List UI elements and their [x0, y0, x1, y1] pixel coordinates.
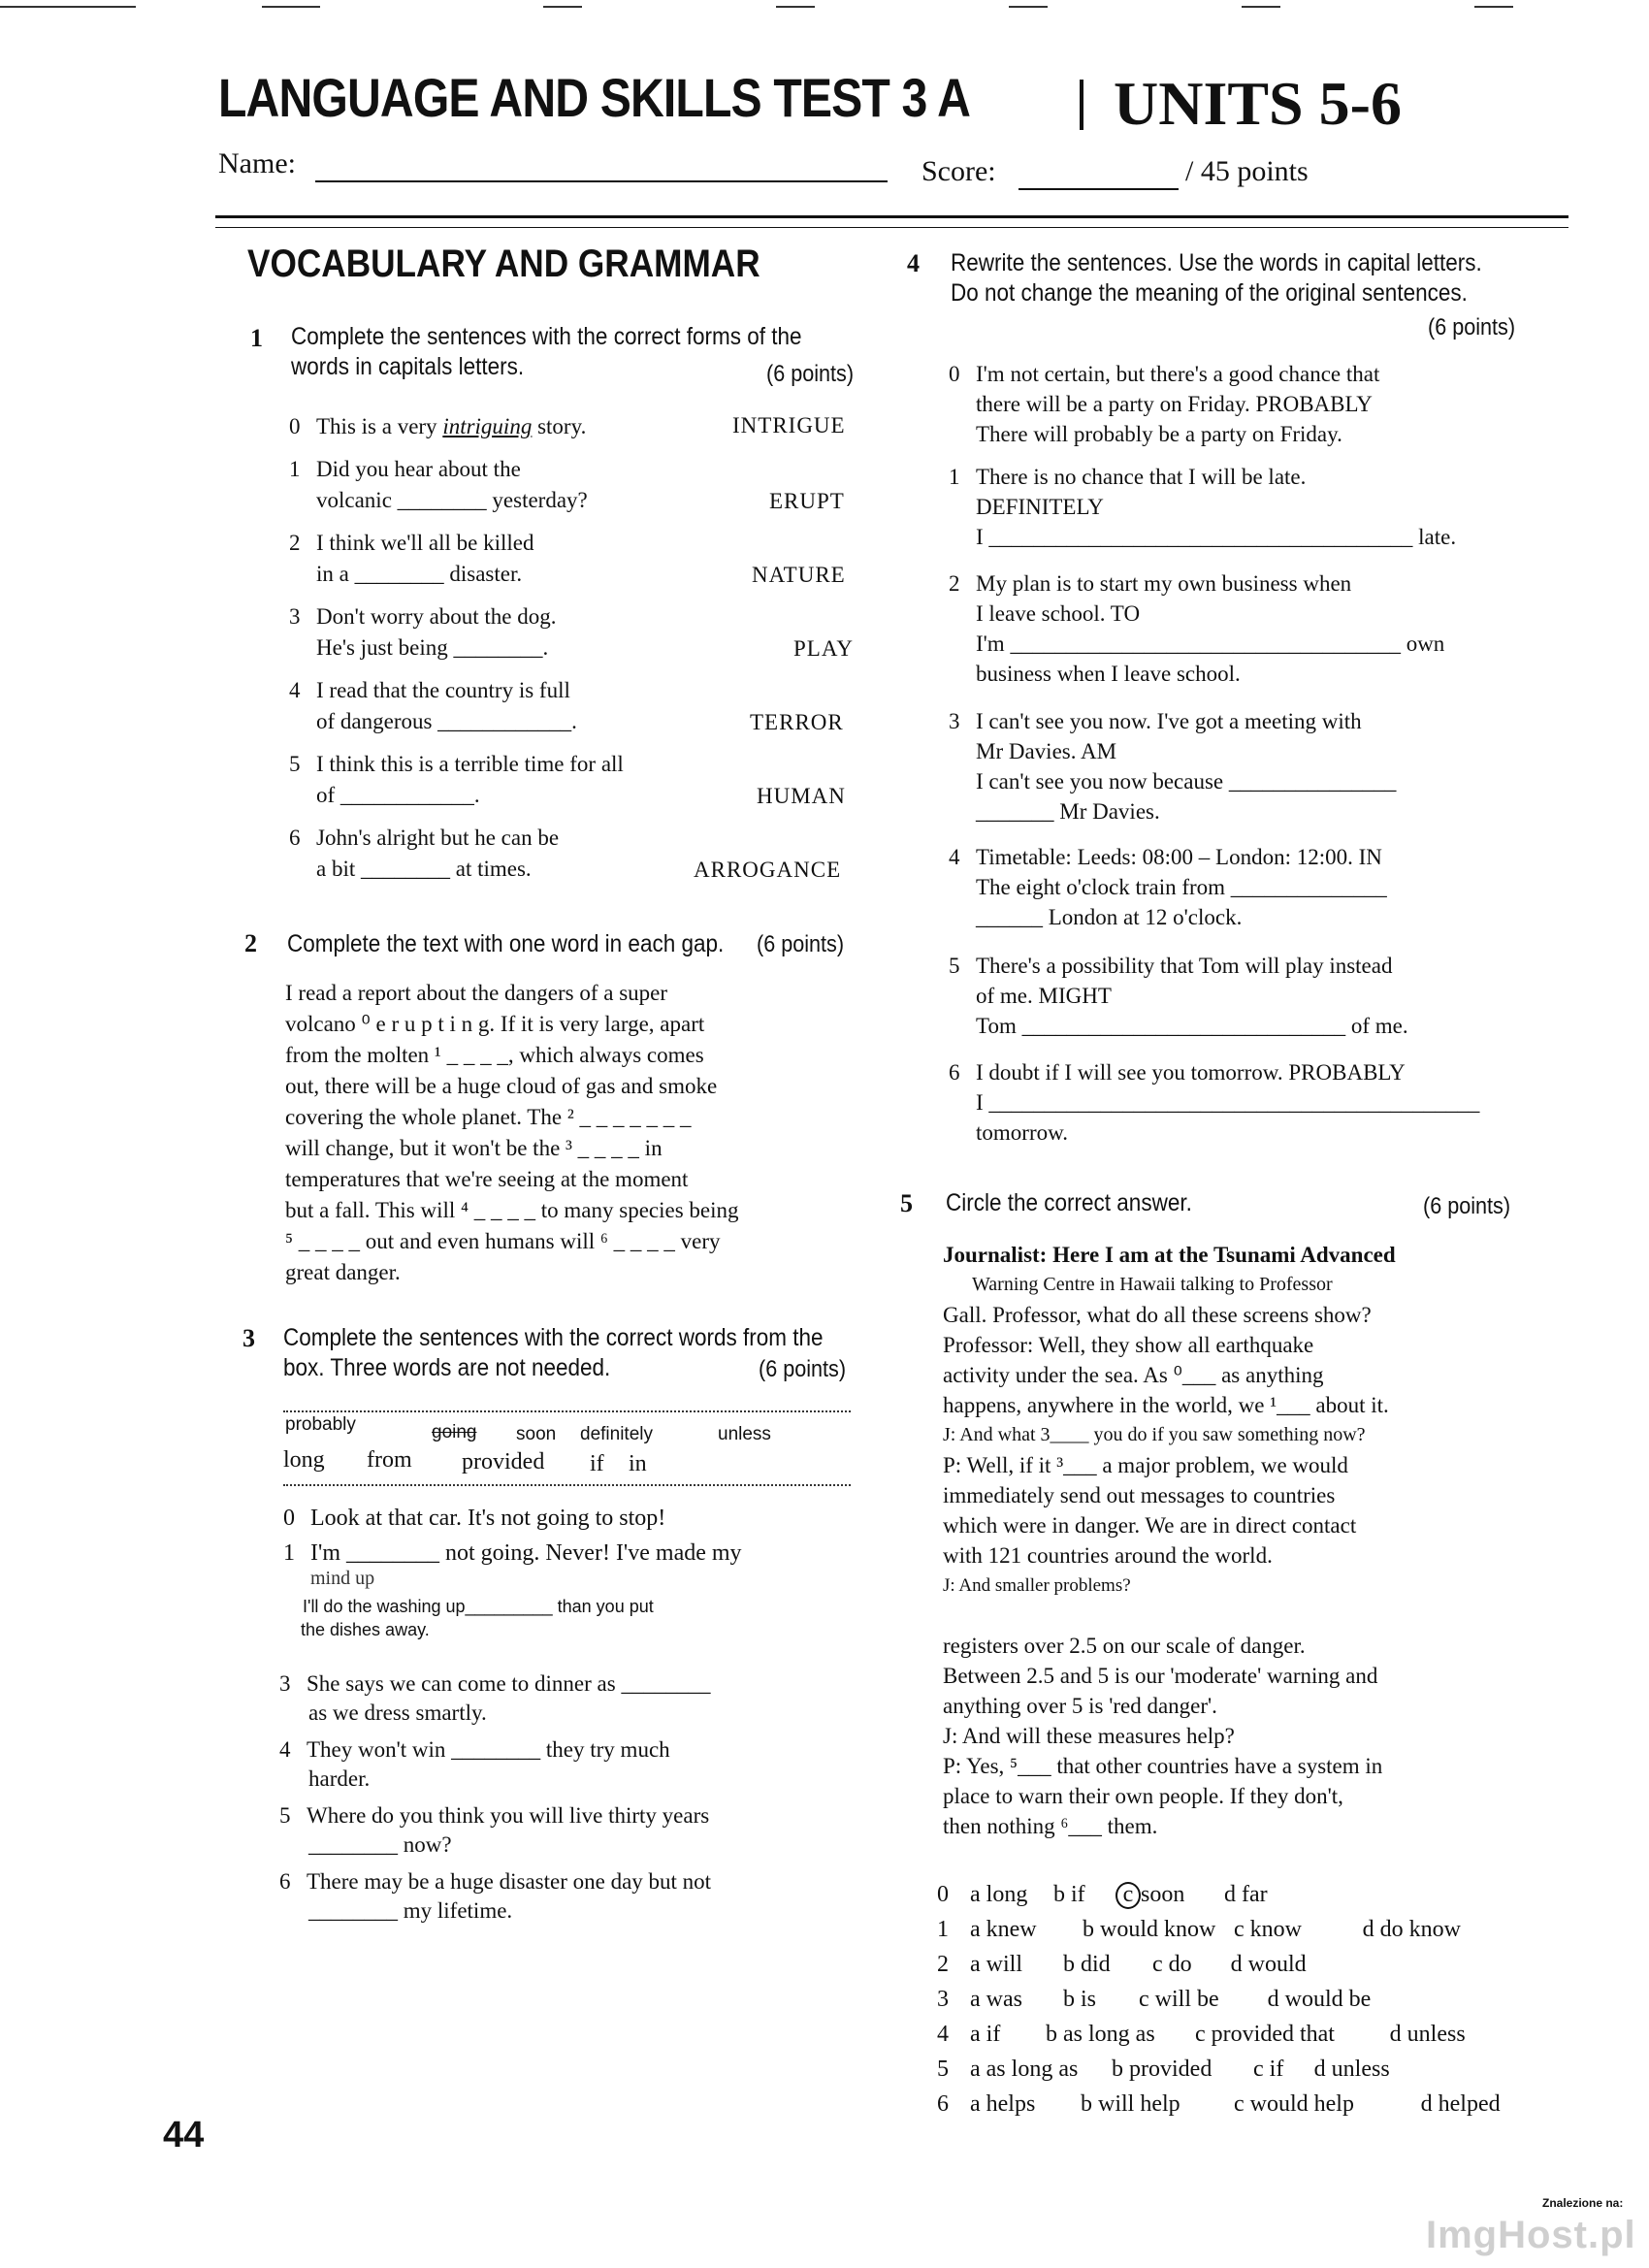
circled-answer[interactable]: c [1116, 1882, 1141, 1909]
q4-item-4[interactable]: 4 Timetable: Leeds: 08:00 – London: 12:00. IN The eight o'clock train from ______________ ______ London at 12 o'clock. [949, 845, 1387, 929]
option-row[interactable]: 6 a helps b will help c would help d helped [937, 2091, 1501, 2117]
option-row[interactable]: 1 a knew b would know c know d do know [937, 1917, 1461, 1942]
title-separator [1080, 80, 1083, 130]
question-instruction: Complete the sentences with the correct words from the box. Three words are not needed. [283, 1324, 824, 1381]
question-instruction: Complete the text with one word in each gap. [287, 930, 725, 957]
q4-item-3[interactable]: 3 I can't see you now. I've got a meeting with Mr Davies. AM I can't see you now because _______________ _______ Mr Davies. [949, 709, 1397, 824]
box-word: going [432, 1422, 477, 1442]
option-row[interactable]: 2 a will b did c do d would [937, 1952, 1307, 1977]
question-number: 4 [907, 249, 920, 277]
q1-capital-word: ERUPT [769, 489, 845, 513]
question-number: 2 [244, 929, 257, 957]
q1-item-2: 2 I think we'll all be killed [289, 531, 534, 555]
header-rule [215, 215, 1568, 218]
q3-item-4-line2: harder. [308, 1766, 371, 1791]
question-points: (6 points) [1423, 1193, 1511, 1219]
q3-item-4[interactable]: 4 They won't win ________ they try much [279, 1737, 670, 1762]
question-points: (6 points) [759, 1356, 847, 1382]
q4-item-6[interactable]: 6 I doubt if I will see you tomorrow. PROBABLY I ____________________________________________ tomorrow. [949, 1060, 1480, 1145]
question-number: 1 [250, 324, 263, 352]
box-word: probably [285, 1414, 356, 1435]
option-row[interactable]: 0 a long b if c soon d far [937, 1882, 1268, 1907]
q3-item-5-line2: ________ now? [308, 1832, 452, 1857]
question-number: 5 [900, 1189, 913, 1217]
score-total: / 45 points [1185, 155, 1309, 187]
scan-edge-mark [0, 6, 136, 8]
q1-item-5: 5 I think this is a terrible time for all [289, 752, 624, 776]
q1-item-1-line2[interactable]: volcanic ________ yesterday? [316, 488, 588, 512]
question-number: 3 [242, 1324, 255, 1352]
q1-item-3-line2[interactable]: He's just being ________. [316, 635, 549, 660]
test-title: LANGUAGE AND SKILLS TEST 3 A [218, 67, 971, 128]
q3-item-2-handwritten[interactable]: I'll do the washing up_________ than you put [303, 1597, 654, 1616]
q1-capital-word: NATURE [752, 563, 846, 587]
q1-capital-word: HUMAN [757, 784, 846, 808]
q4-item-0: 0 I'm not certain, but there's a good chance that there will be a party on Friday. PROBABLY There will probably be a party on Friday. [949, 362, 1380, 446]
q3-item-3-line2: as we dress smartly. [308, 1701, 487, 1725]
watermark-label: Znalezione na: [1542, 2196, 1624, 2210]
question-instruction: Circle the correct answer. [946, 1189, 1192, 1216]
box-word: long [283, 1447, 325, 1473]
q1-item-3: 3 Don't worry about the dog. [289, 604, 557, 629]
score-field[interactable] [1018, 188, 1179, 190]
box-word: unless [718, 1424, 771, 1444]
scan-edge-mark [776, 6, 815, 8]
watermark-logo: ImgHost.pl [1426, 2214, 1636, 2256]
score-label: Score: [922, 155, 996, 187]
page-number: 44 [163, 2115, 205, 2155]
section-title: VOCABULARY AND GRAMMAR [247, 243, 760, 285]
question-points: (6 points) [1428, 314, 1516, 340]
q1-item-4: 4 I read that the country is full [289, 678, 570, 702]
q1-item-1: 1 Did you hear about the [289, 457, 521, 481]
question-points: (6 points) [766, 361, 855, 387]
q1-capital-word: ARROGANCE [694, 858, 842, 882]
q4-item-2[interactable]: 2 My plan is to start my own business when I leave school. TO I'm ___________________________________ own business when I leave school. [949, 571, 1445, 686]
q3-item-1[interactable]: 1 I'm ________ not going. Never! I've made my [283, 1540, 742, 1566]
q1-item-4-line2[interactable]: of dangerous ____________. [316, 709, 577, 733]
q3-item-0: 0 Look at that car. It's not going to stop! [283, 1506, 666, 1531]
q1-capital-word: PLAY [793, 636, 854, 661]
q1-item-2-line2[interactable]: in a ________ disaster. [316, 562, 523, 586]
q4-item-1[interactable]: 1 There is no chance that I will be late. DEFINITELY I ______________________________________ late. [949, 465, 1457, 549]
box-word: in [629, 1451, 647, 1476]
q3-item-2-handwritten-line2: the dishes away. [301, 1620, 430, 1639]
scan-edge-mark [1242, 6, 1280, 8]
q1-capital-word: TERROR [750, 710, 844, 734]
header-rule-thin [215, 227, 1568, 228]
word-box-bottom [283, 1484, 851, 1486]
q3-item-1-line2: mind up [310, 1568, 375, 1589]
q5-dialogue[interactable]: Journalist: Here I am at the Tsunami Advanced Warning Centre in Hawaii talking to Professor Gall. Professor, what do all these screens show? Professor: Well, they show all earthquake activity under the sea. As ⁰___ as anything happens, anywhere in the world, we ¹___ about it. J: And what 3____ you do if you saw something now? P: Well, if it ³___ a major problem, we would immediately send out messages to countries which were in danger. We are in direct contact with 121 countries around the world. J: And smaller problems? registers over 2.5 on our scale of danger. Between 2.5 and 5 is our 'moderate' warning and anything over 5 is 'red danger'. J: And will these measures help? P: Yes, ⁵___ that other countries have a system in place to warn their own people. If they don't, then nothing ⁶___ them. [943, 1243, 1396, 1838]
q3-item-6[interactable]: 6 There may be a huge disaster one day but not [279, 1869, 712, 1894]
option-row[interactable]: 4 a if b as long as c provided that d unless [937, 2022, 1466, 2047]
box-word: provided [462, 1449, 545, 1474]
name-label: Name: [218, 147, 296, 179]
q4-item-5[interactable]: 5 There's a possibility that Tom will play instead of me. MIGHT Tom _____________________________ of me. [949, 954, 1408, 1038]
word-box-top [283, 1410, 851, 1412]
q1-capital-word: INTRIGUE [732, 413, 846, 437]
q1-item-0: 0 This is a very intriguing story. [289, 414, 587, 438]
scan-edge-mark [1009, 6, 1048, 8]
q3-item-6-line2: ________ my lifetime. [308, 1898, 513, 1923]
box-word: soon [516, 1424, 557, 1444]
scan-edge-mark [262, 6, 320, 8]
option-row[interactable]: 5 a as long as b provided c if d unless [937, 2057, 1390, 2082]
q1-item-5-line2[interactable]: of ____________. [316, 783, 480, 807]
question-points: (6 points) [757, 931, 845, 957]
q2-text[interactable]: I read a report about the dangers of a super volcano ⁰ e r u p t i n g. If it is very large, apart from the molten ¹ _ _ _ _, which always comes out, there will be a huge cloud of gas and smoke covering the whole planet. The ² _ _ _ _ _ _ _ will change, but it won't be the ³ _ _ _ _ in temperatures that we're seeing at the moment but a fall. This will ⁴ _ _ _ _ to many species being ⁵ _ _ _ _ out and even humans will ⁶ _ _ _ _ very great danger. [285, 981, 739, 1284]
question-instruction: Complete the sentences with the correct forms of the words in capitals letters. [291, 323, 802, 380]
name-field[interactable] [315, 180, 888, 182]
option-row[interactable]: 3 a was b is c will be d would be [937, 1987, 1372, 2012]
q5-options [937, 1882, 1501, 2126]
box-word: if [590, 1451, 604, 1476]
question-instruction: Rewrite the sentences. Use the words in capital letters. Do not change the meaning of the original sentences. [951, 249, 1482, 307]
q1-item-6-line2[interactable]: a bit ________ at times. [316, 857, 532, 881]
box-word: definitely [580, 1424, 653, 1444]
q3-item-5[interactable]: 5 Where do you think you will live thirty years [279, 1803, 710, 1828]
scan-edge-mark [543, 6, 582, 8]
q1-item-6: 6 John's alright but he can be [289, 826, 560, 850]
units-label: UNITS 5-6 [1114, 69, 1402, 138]
q3-item-3[interactable]: 3 She says we can come to dinner as ________ [279, 1671, 711, 1696]
box-word: from [367, 1447, 412, 1473]
scan-edge-mark [1474, 6, 1513, 8]
